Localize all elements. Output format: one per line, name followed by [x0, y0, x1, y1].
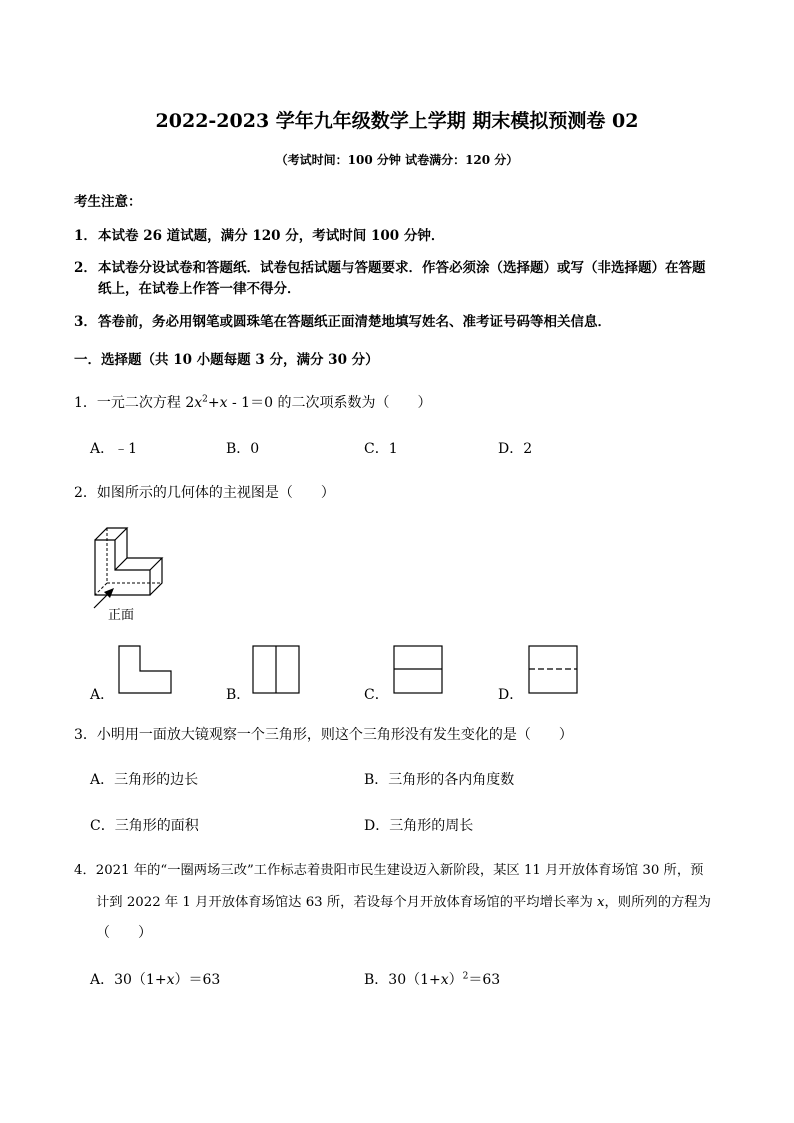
q3-option-b[interactable]: B．三角形的各内角度数 — [364, 772, 515, 788]
question-4-line-3: （ ） — [96, 925, 152, 941]
notice-item-2 — [74, 256, 706, 276]
q4-b-variable: x — [440, 972, 449, 988]
q3-option-c[interactable]: C．三角形的面积 — [90, 818, 199, 834]
notice-item-2-continued: 纸上，在试卷上作答一律不得分． — [98, 281, 301, 297]
q1-option-c[interactable]: C．1 — [364, 441, 398, 457]
q4-b-pre: B．30（1+ — [364, 972, 441, 988]
q4-a-post: ）＝63 — [174, 972, 221, 988]
q4-option-b[interactable] — [364, 969, 500, 989]
exam-info: （考试时间：100 分钟 试卷满分：120 分） — [275, 153, 519, 167]
q2-option-d[interactable]: D． — [498, 687, 524, 703]
question-2: 2．如图所示的几何体的主视图是（ ） — [74, 485, 335, 501]
q1-option-a[interactable]: A．﹣1 — [90, 441, 138, 457]
q4-text-post: ，则所列的方程为 — [604, 895, 711, 910]
question-1 — [74, 392, 431, 412]
q1-exponent: 2 — [202, 394, 208, 405]
figure-label: 正面 — [108, 608, 135, 623]
page-title: 2022-2023 学年九年级数学上学期 期末模拟预测卷 02 — [155, 110, 639, 132]
notice-heading: 考生注意： — [74, 194, 142, 210]
notice-item-number: 2． — [74, 260, 97, 276]
question-4-line-2 — [96, 891, 711, 910]
q4-b-exponent: 2 — [462, 971, 469, 982]
q1-text-mid: + — [207, 395, 220, 411]
option-d-figure — [528, 645, 580, 695]
q3-option-a[interactable]: A．三角形的边长 — [90, 772, 199, 788]
option-b-figure — [252, 645, 302, 695]
notice-item-number: 3． — [74, 314, 97, 330]
notice-item-1 — [74, 224, 444, 244]
question-3: 3．小明用一面放大镜观察一个三角形，则这个三角形没有发生变化的是（ ） — [74, 727, 573, 743]
notice-item-text: 本试卷分设试卷和答题纸．试卷包括试题与答题要求．作答必须涂（选择题）或写（非选择题）在答题 — [98, 260, 706, 276]
q1-option-b[interactable]: B．0 — [226, 441, 260, 457]
q2-option-c[interactable]: C． — [364, 687, 389, 703]
notice-item-text: 本试卷 26 道试题，满分 120 分，考试时间 100 分钟． — [98, 228, 445, 244]
q4-a-variable: x — [166, 972, 175, 988]
q4-b-tail: ＝63 — [468, 972, 501, 988]
option-c-figure — [393, 645, 445, 695]
q4-text-pre: 计到 2022 年 1 月开放体育场馆达 63 所，若设每个月开放体育场馆的平均增长率为 — [96, 895, 598, 910]
question-4-line-1: 4．2021 年的“一圈两场三改”工作标志着贵阳市民生建设迈入新阶段，某区 11 月开放体育场馆 30 所，预 — [74, 863, 704, 878]
q4-b-post: ） — [448, 972, 463, 988]
option-a-figure — [118, 645, 173, 695]
q4-variable: x — [597, 895, 605, 910]
q1-option-d[interactable]: D．2 — [498, 441, 533, 457]
notice-item-3 — [74, 310, 611, 330]
q2-option-b[interactable]: B． — [226, 687, 251, 703]
q3-option-d[interactable]: D．三角形的周长 — [364, 818, 474, 834]
notice-item-text: 答卷前，务必用钢笔或圆珠笔在答题纸正面清楚地填写姓名、准考证号码等相关信息． — [98, 314, 611, 330]
q4-a-pre: A．30（1+ — [90, 972, 167, 988]
q1-variable: x — [194, 395, 203, 411]
q1-text-post: - 1＝0 的二次项系数为（ ） — [227, 395, 432, 411]
section-heading: 一．选择题（共 10 小题每题 3 分，满分 30 分） — [74, 352, 379, 368]
q4-option-a[interactable] — [90, 969, 220, 989]
q2-option-a[interactable]: A． — [90, 687, 115, 703]
notice-item-number: 1． — [74, 228, 97, 244]
q1-variable: x — [219, 395, 228, 411]
q1-text-pre: 1．一元二次方程 2 — [74, 395, 195, 411]
